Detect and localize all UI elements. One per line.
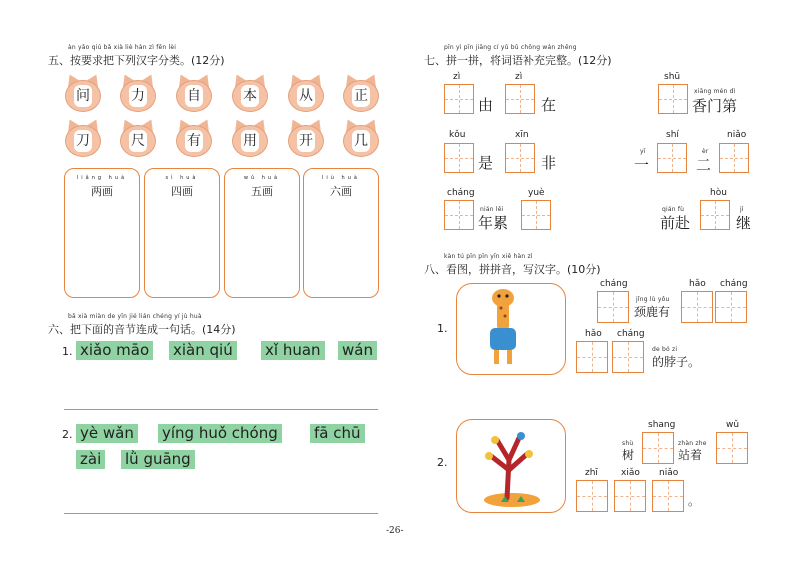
pinyin-hint: shí xyxy=(666,130,679,140)
given-chars: 香门第 xyxy=(692,97,738,115)
sec7-title-pinyin: pīn yì pīn jiāng cí yǔ bǔ chōng wán zhěng xyxy=(444,44,577,51)
writing-box[interactable] xyxy=(521,200,551,230)
char-tile xyxy=(230,119,270,155)
answer-line-2[interactable] xyxy=(64,513,378,514)
sec6-title-pinyin: bǎ xià miàn de yīn jié lián chéng yí jù huà xyxy=(68,313,202,320)
writing-box[interactable] xyxy=(505,143,535,173)
writing-box[interactable] xyxy=(444,143,474,173)
char-cell: 尺 xyxy=(129,130,147,152)
box-label: 五画 xyxy=(251,185,273,198)
given-char: 继 xyxy=(736,214,752,232)
chars-pinyin: nián lěi xyxy=(480,206,504,213)
mid-pinyin: èr xyxy=(702,148,709,155)
char-tile xyxy=(341,74,381,110)
writing-box[interactable] xyxy=(719,143,749,173)
given-chars: 颈鹿有 xyxy=(634,305,671,319)
prefix-pinyin: yī xyxy=(640,148,646,155)
box-pinyin: liǎng huà xyxy=(76,175,128,181)
box-label: 四画 xyxy=(171,185,193,198)
q1-number: 1. xyxy=(62,345,73,358)
q1-number: 1. xyxy=(437,322,448,335)
end-pinyin: jì xyxy=(740,206,744,213)
writing-box[interactable] xyxy=(597,291,629,323)
pinyin-hint: shang xyxy=(648,420,676,430)
given-char: 非 xyxy=(541,154,557,172)
char-tile xyxy=(286,74,326,110)
char-tile xyxy=(174,119,214,155)
box-pinyin: sì huà xyxy=(165,175,199,181)
pinyin-hint: yuè xyxy=(528,188,545,198)
pinyin-hint: cháng xyxy=(600,279,628,289)
pinyin-hint: cháng xyxy=(617,329,645,339)
q2-number: 2. xyxy=(437,456,448,469)
sec5-title-pinyin: àn yāo qiú bǎ xià liè hàn zì fēn lèi xyxy=(68,44,177,51)
char-tile xyxy=(118,119,158,155)
writing-box[interactable] xyxy=(444,200,474,230)
writing-box[interactable] xyxy=(716,432,748,464)
chars-pinyin: jǐng lù yǒu xyxy=(636,296,670,303)
pinyin-word: lǜ guāng xyxy=(121,450,195,469)
char-cell: 正 xyxy=(352,85,370,107)
writing-box[interactable] xyxy=(444,84,474,114)
pinyin-hint: xīn xyxy=(515,130,529,140)
q2-number: 2. xyxy=(62,428,73,441)
pinyin-hint: hòu xyxy=(710,188,727,198)
end-pinyin: de bó zi xyxy=(652,346,678,353)
pinyin-word: wán xyxy=(338,341,377,360)
given-chars: 前赴 xyxy=(660,214,691,232)
end-punct: 。 xyxy=(688,494,701,508)
pinyin-hint: hǎo xyxy=(585,329,602,339)
given-chars: 站着 xyxy=(678,448,703,462)
char-tile xyxy=(341,119,381,155)
given-char: 二 xyxy=(696,156,712,174)
char-cell: 力 xyxy=(129,85,147,107)
char-cell: 从 xyxy=(297,85,315,107)
tree-picture xyxy=(456,419,566,513)
given-char: 由 xyxy=(478,96,494,114)
given-char: 在 xyxy=(541,96,557,114)
pinyin-hint: kǒu xyxy=(449,130,466,140)
char-tile xyxy=(63,74,103,110)
writing-box[interactable] xyxy=(700,200,730,230)
char-cell: 刀 xyxy=(74,130,92,152)
pinyin-word: yíng huǒ chóng xyxy=(158,424,282,443)
tree-pinyin: shù xyxy=(622,440,634,447)
answer-box-two-strokes[interactable] xyxy=(64,168,140,298)
box-pinyin: liù huà xyxy=(322,175,360,181)
box-label: 六画 xyxy=(330,185,352,198)
char-cell: 有 xyxy=(185,130,203,152)
pinyin-hint: zì xyxy=(453,72,461,82)
given-char: 是 xyxy=(478,154,494,172)
answer-box-four-strokes[interactable] xyxy=(144,168,220,298)
char-cell: 自 xyxy=(185,85,203,107)
pinyin-hint: zì xyxy=(515,72,523,82)
writing-box[interactable] xyxy=(642,432,674,464)
given-chars: 的脖子。 xyxy=(652,355,701,369)
given-char: 一 xyxy=(634,156,650,174)
char-cell: 本 xyxy=(241,85,259,107)
writing-box[interactable] xyxy=(576,480,608,512)
pinyin-hint: cháng xyxy=(720,279,748,289)
answer-line-1[interactable] xyxy=(64,409,378,410)
sec7-title: 七、拼一拼，将词语补充完整。(12分) xyxy=(424,54,612,67)
given-chars: 年累 xyxy=(478,214,509,232)
writing-box[interactable] xyxy=(652,480,684,512)
page-number: -26- xyxy=(386,526,404,536)
pinyin-word: xǐ huan xyxy=(261,341,325,360)
pinyin-word: xiàn qiú xyxy=(169,341,237,360)
writing-box[interactable] xyxy=(681,291,713,323)
chars-pinyin: zhàn zhe xyxy=(678,440,707,447)
char-tile xyxy=(63,119,103,155)
sec8-title-pinyin: kàn tú pīn pīn yīn xiě hàn zì xyxy=(444,253,533,260)
answer-box-six-strokes[interactable] xyxy=(303,168,379,298)
char-tile xyxy=(118,74,158,110)
pinyin-hint: niǎo xyxy=(727,130,747,140)
char-tile xyxy=(286,119,326,155)
chars-pinyin: xiāng mén dì xyxy=(694,88,736,95)
sec5-title: 五、按要求把下列汉字分类。(12分) xyxy=(48,54,225,67)
writing-box[interactable] xyxy=(614,480,646,512)
box-label: 两画 xyxy=(91,185,113,198)
char-cell: 问 xyxy=(74,85,92,107)
pinyin-hint: hǎo xyxy=(689,279,706,289)
pinyin-word: xiǎo māo xyxy=(76,341,153,360)
pinyin-word: fā chū xyxy=(310,424,365,443)
writing-box[interactable] xyxy=(505,84,535,114)
writing-box[interactable] xyxy=(658,84,688,114)
writing-box[interactable] xyxy=(657,143,687,173)
answer-box-five-strokes[interactable] xyxy=(224,168,300,298)
sec8-title: 八、看图，拼拼音，写汉字。(10分) xyxy=(424,263,601,276)
writing-box[interactable] xyxy=(715,291,747,323)
pinyin-hint: cháng xyxy=(447,188,475,198)
pinyin-word: zài xyxy=(76,450,105,469)
char-tile xyxy=(230,74,270,110)
pinyin-hint: wǔ xyxy=(726,420,740,430)
box-pinyin: wǔ huà xyxy=(243,175,281,181)
writing-box[interactable] xyxy=(576,341,608,373)
pinyin-hint: zhī xyxy=(585,468,598,478)
giraffe-icon xyxy=(457,284,567,376)
giraffe-picture xyxy=(456,283,566,375)
char-tile xyxy=(174,74,214,110)
pinyin-hint: xiǎo xyxy=(621,468,640,478)
writing-box[interactable] xyxy=(612,341,644,373)
char-cell: 几 xyxy=(352,130,370,152)
chars-pinyin: qián fù xyxy=(662,206,685,213)
char-cell: 开 xyxy=(297,130,315,152)
pinyin-word: yè wǎn xyxy=(76,424,138,443)
pinyin-hint: shū xyxy=(664,72,681,82)
given-char: 树 xyxy=(622,448,635,462)
sec6-title: 六、把下面的音节连成一句话。(14分) xyxy=(48,323,236,336)
tree-icon xyxy=(457,420,567,514)
pinyin-hint: niǎo xyxy=(659,468,679,478)
char-cell: 用 xyxy=(241,130,259,152)
